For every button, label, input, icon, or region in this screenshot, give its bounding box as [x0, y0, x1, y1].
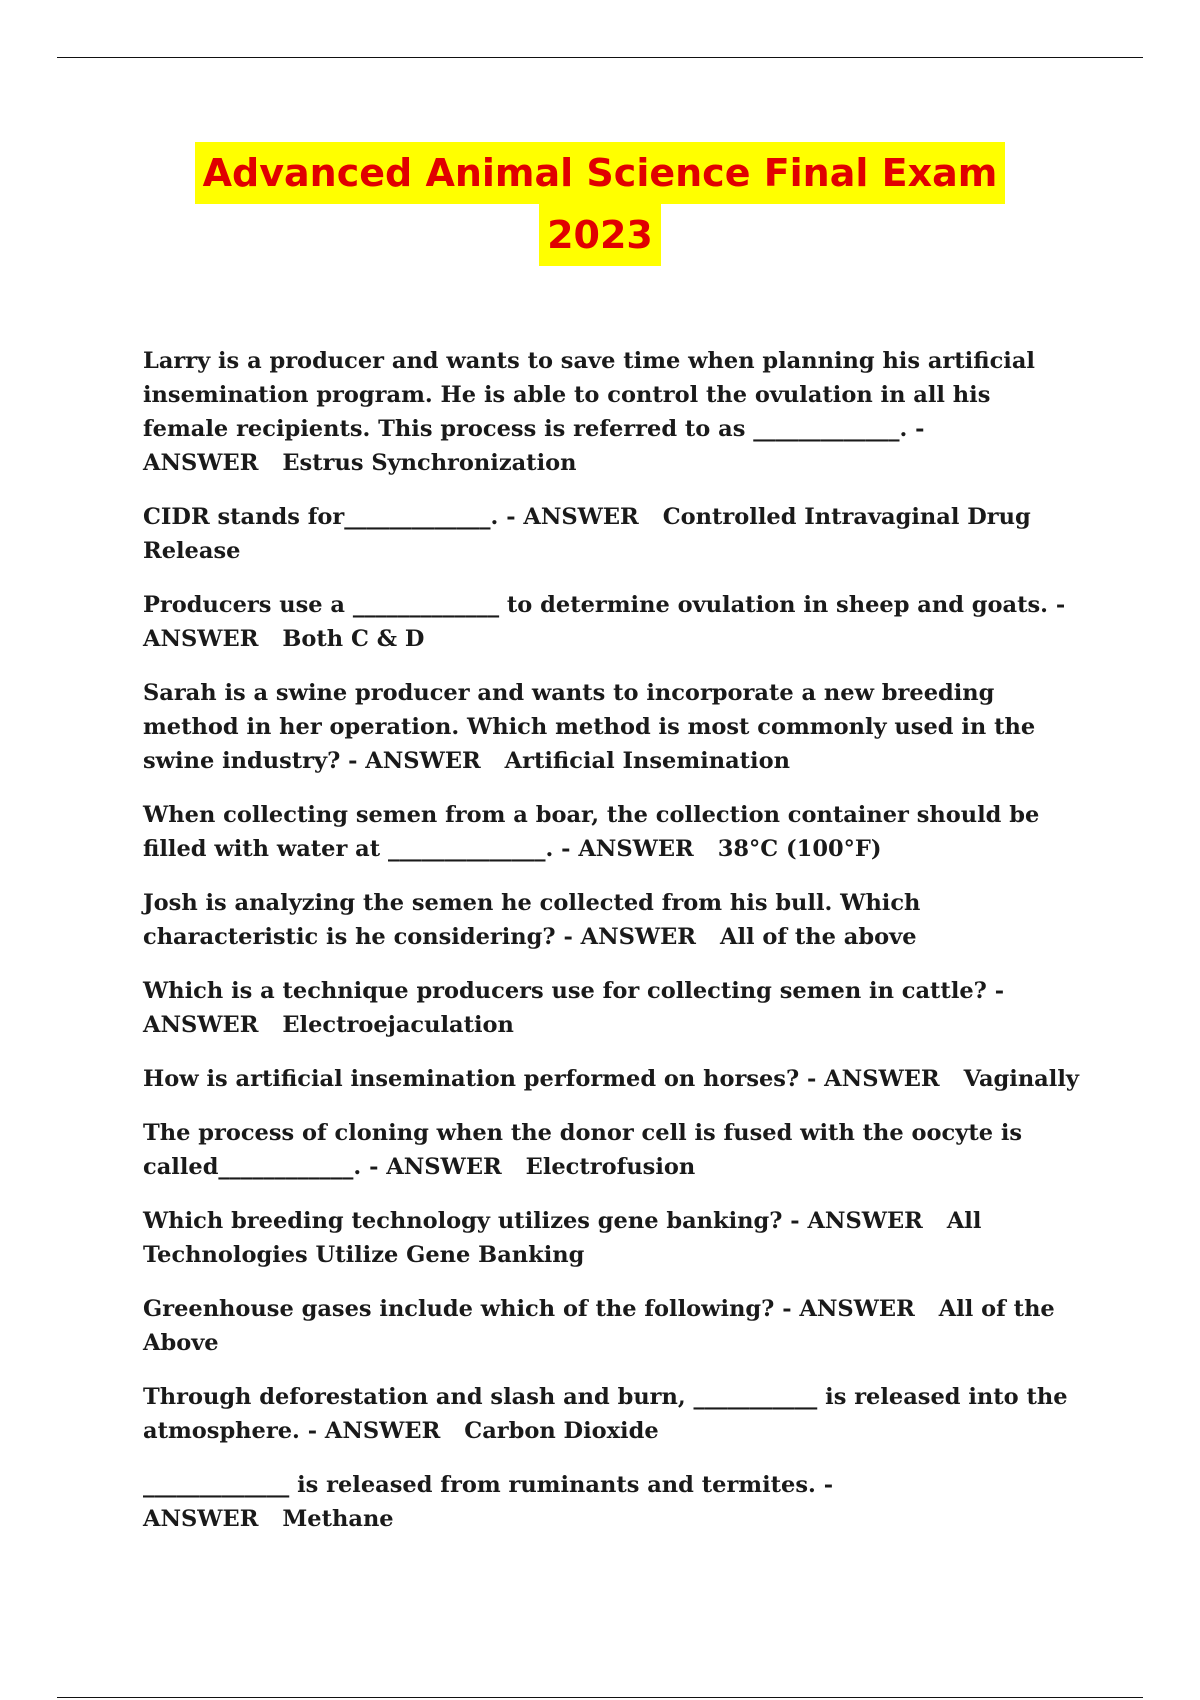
- question-text: Producers use a _____________ to determine ovulation in sheep and goats.: [143, 592, 1048, 618]
- question-item-6: [143, 886, 1083, 954]
- answer-separator: - ANSWER: [143, 978, 1005, 1038]
- document-title: [0, 142, 1200, 266]
- answer-text: Methane: [282, 1506, 394, 1532]
- question-item-1: [143, 344, 1083, 480]
- question-text: Through deforestation and slash and burn, ___________ is released into the atmosphere.: [143, 1384, 1068, 1444]
- answer-separator: - ANSWER: [782, 1296, 915, 1322]
- answer-text: Electroejaculation: [282, 1012, 514, 1038]
- answer-separator: - ANSWER: [348, 748, 481, 774]
- answer-separator: - ANSWER: [307, 1418, 441, 1444]
- question-list: [143, 344, 1083, 1556]
- question-item-7: [143, 974, 1083, 1042]
- title-line-1: Advanced Animal Science Final Exam: [195, 142, 1006, 204]
- answer-text: All of the Above: [143, 1296, 1055, 1356]
- question-text: Which breeding technology utilizes gene banking?: [143, 1208, 783, 1234]
- title-line-2: 2023: [539, 204, 661, 266]
- question-item-2: [143, 500, 1083, 568]
- question-text: How is artificial insemination performed on horses?: [143, 1066, 800, 1092]
- answer-text: 38°C (100°F): [717, 836, 882, 862]
- answer-text: Estrus Synchronization: [282, 450, 577, 476]
- answer-separator: - ANSWER: [807, 1066, 940, 1092]
- question-text: Greenhouse gases include which of the following?: [143, 1296, 775, 1322]
- bottom-rule: [57, 1697, 1143, 1698]
- question-item-13: [143, 1468, 1083, 1536]
- answer-separator: - ANSWER: [143, 1472, 834, 1532]
- answer-text: Carbon Dioxide: [464, 1418, 659, 1444]
- answer-separator: - ANSWER: [369, 1154, 502, 1180]
- answer-separator: - ANSWER: [143, 592, 1066, 652]
- answer-separator: - ANSWER: [563, 924, 696, 950]
- question-item-12: [143, 1380, 1083, 1448]
- question-text: _____________ is released from ruminants and termites.: [143, 1472, 816, 1498]
- answer-separator: - ANSWER: [506, 504, 639, 530]
- question-item-11: [143, 1292, 1083, 1360]
- question-text: When collecting semen from a boar, the collection container should be filled with water at ______________.: [143, 802, 1040, 862]
- question-text: Larry is a producer and wants to save time when planning his artificial insemination program. He is able to control the ovulation in all his female recipients. This process is referred to as _____________.: [143, 348, 1035, 442]
- top-rule: [57, 57, 1143, 58]
- answer-text: All Technologies Utilize Gene Banking: [143, 1208, 982, 1268]
- answer-text: Artificial Insemination: [504, 748, 790, 774]
- answer-separator: - ANSWER: [143, 416, 925, 476]
- answer-text: All of the above: [720, 924, 917, 950]
- answer-separator: - ANSWER: [561, 836, 694, 862]
- question-item-4: [143, 676, 1083, 778]
- answer-separator: - ANSWER: [790, 1208, 923, 1234]
- question-text: The process of cloning when the donor cell is fused with the oocyte is called____________.: [143, 1120, 1023, 1180]
- question-item-8: [143, 1062, 1083, 1096]
- question-text: Sarah is a swine producer and wants to incorporate a new breeding method in her operation. Which method is most commonly used in the swine industry?: [143, 680, 1036, 774]
- question-text: CIDR stands for_____________.: [143, 504, 499, 530]
- question-item-9: [143, 1116, 1083, 1184]
- question-item-10: [143, 1204, 1083, 1272]
- answer-text: Both C & D: [282, 626, 425, 652]
- question-item-5: [143, 798, 1083, 866]
- answer-text: Electrofusion: [525, 1154, 696, 1180]
- question-text: Josh is analyzing the semen he collected from his bull. Which characteristic is he considering?: [143, 890, 921, 950]
- question-item-3: [143, 588, 1083, 656]
- question-text: Which is a technique producers use for collecting semen in cattle?: [143, 978, 987, 1004]
- answer-text: Vaginally: [963, 1066, 1079, 1092]
- answer-text: Controlled Intravaginal Drug Release: [143, 504, 1031, 564]
